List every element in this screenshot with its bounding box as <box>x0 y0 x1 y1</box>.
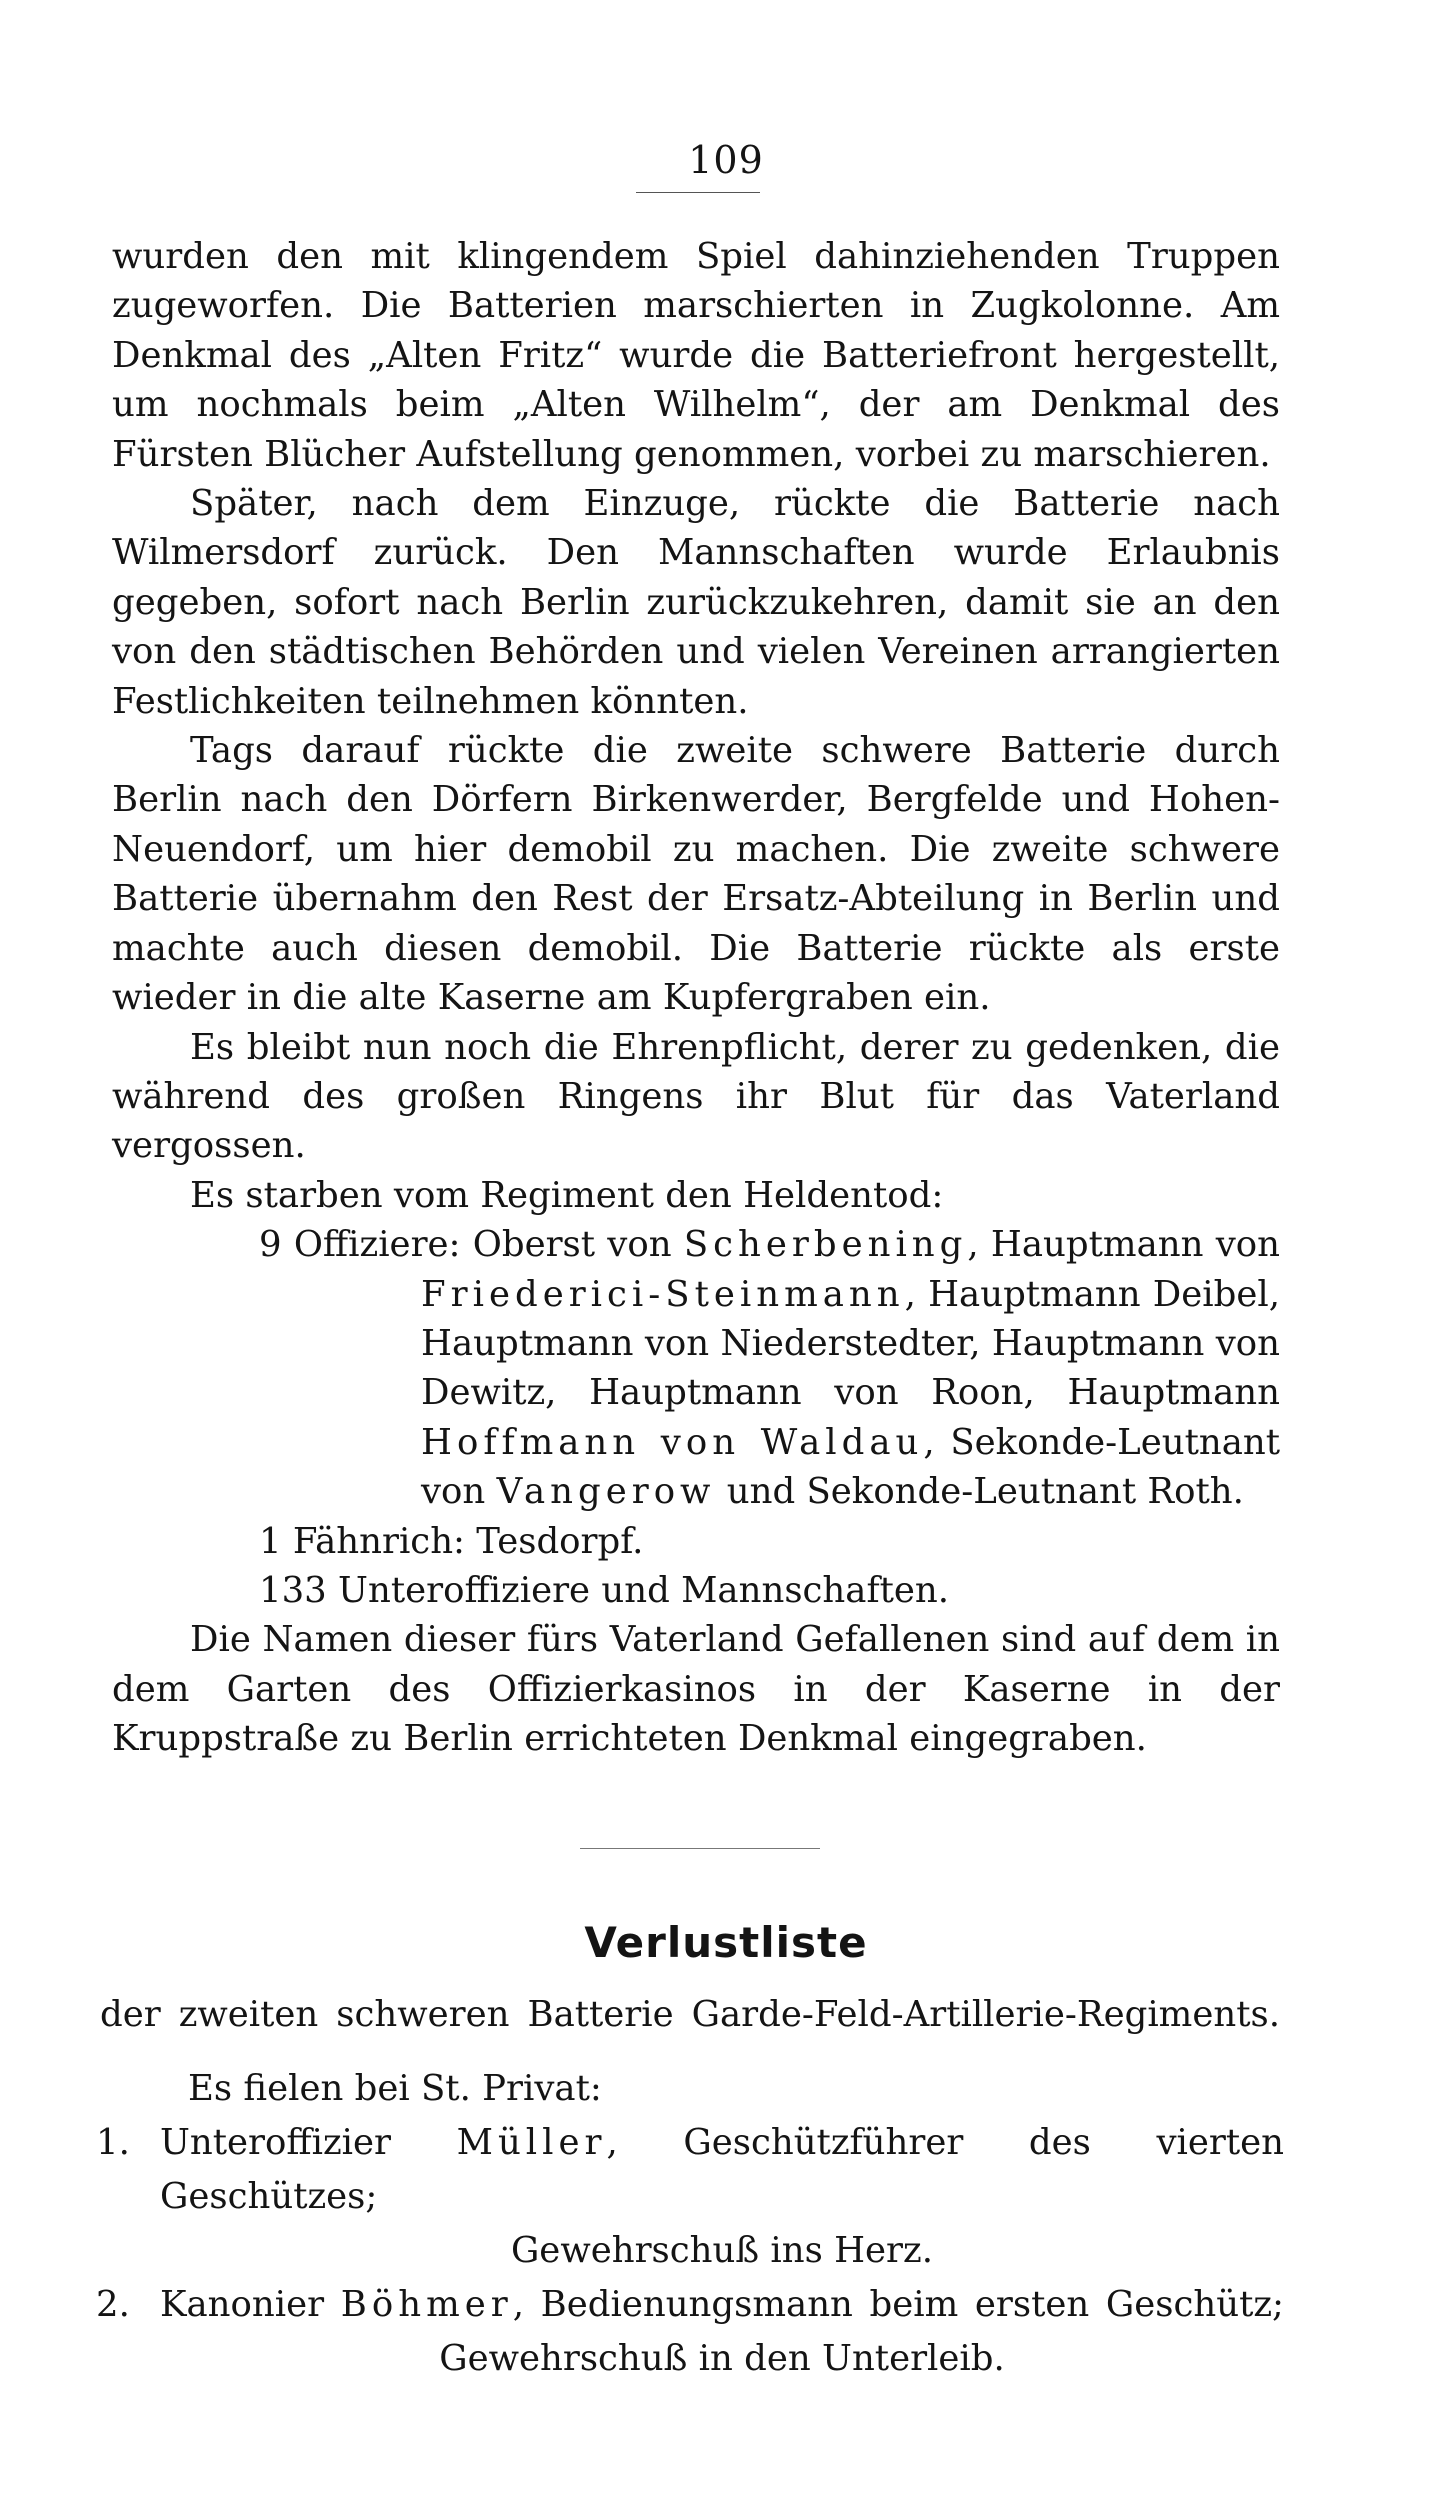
fallen-list <box>112 1220 1280 1615</box>
paragraph-return: Später, nach dem Einzuge, rückte die Batterie nach Wilmersdorf zurück. Den Mannschaften wurde Erlaubnis gegeben, sofort nach Berlin zurückzukehren, damit sie an den von den städtischen Behörden und vielen Vereinen arrangierten Festlichkeiten teilnehmen könnten. <box>112 483 1280 722</box>
paragraph-fallen-intro: Es starben vom Regiment den Heldentod: <box>190 1174 944 1216</box>
paragraph-memorial: Die Namen dieser fürs Vaterland Gefallenen sind auf dem in dem Garten des Offizierkasinos in der Kaserne in der Kruppstraße zu Berlin errichteten Denkmal eingegraben. <box>112 1619 1280 1760</box>
officer-name-scherbening: Scherbening <box>683 1224 968 1266</box>
fallen-ensign: 1 Fähnrich: Tesdorpf. <box>259 1520 644 1562</box>
paragraph-parade: wurden den mit klingendem Spiel dahinziehenden Truppen zugeworfen. Die Batterien marschierten in Zugkolonne. Am Denkmal des „Alten Fritz“ wurde die Batteriefront hergestellt, um nochmals beim „Alten Wilhelm“, der am Denkmal des Fürsten Blücher Aufstellung genommen, vorbei zu marschieren. <box>112 236 1280 475</box>
officers-text-1: , Hauptmann von <box>967 1224 1280 1266</box>
fallen-officers <box>259 1220 1280 1516</box>
officer-name-friederici: Friederici-Steinmann <box>421 1273 905 1315</box>
entry-rank: Kanonier <box>160 2284 325 2325</box>
casualty-list <box>96 2062 1284 2386</box>
officer-name-vangerow: Vangerow <box>496 1471 716 1513</box>
entry-wound: Gewehrschuß in den Unterleib. <box>439 2338 1005 2379</box>
section-subtitle: der zweiten schweren Batterie Garde-Feld-Artillerie-Regiments. <box>100 1994 1280 2035</box>
entry-number: 1. <box>96 2122 130 2163</box>
fallen-nco: 133 Unteroffiziere und Mannschaften. <box>259 1569 950 1611</box>
entry-rank: Unteroffizier <box>160 2122 392 2163</box>
entry-role: , Bedienungsmann beim ersten Geschütz; <box>512 2284 1284 2325</box>
page-number: 109 <box>688 138 764 182</box>
casualty-entry <box>96 2116 1284 2278</box>
entry-name: Müller <box>456 2122 607 2163</box>
entry-number: 2. <box>96 2284 130 2325</box>
paragraph-demobilization: Tags darauf rückte die zweite schwere Batterie durch Berlin nach den Dörfern Birkenwerder, Bergfelde und Hohen-Neuendorf, um hier demobil zu machen. Die zweite schwere Batterie übernahm den Rest der Ersatz-Abteilung in Berlin und machte auch diesen demobil. Die Batterie rückte als erste wieder in die alte Kaserne am Kupfergraben ein. <box>112 730 1280 1019</box>
entry-name: Böhmer <box>340 2284 513 2325</box>
officer-name-hoffmann: Hoffmann von Waldau <box>421 1421 924 1463</box>
section-title: Verlustliste <box>584 1918 868 1967</box>
officers-text-2: , Hauptmann Deibel, Hauptmann von Niederstedter, Hauptmann von Dewitz, Hauptmann von Roon, Hauptmann <box>421 1273 1280 1414</box>
entry-role: , Geschützführer des vierten Geschützes; <box>160 2122 1284 2217</box>
entry-wound: Gewehrschuß ins Herz. <box>510 2230 934 2271</box>
page-number-rule <box>636 192 760 193</box>
officers-text-4: und Sekonde-Leutnant Roth. <box>715 1471 1244 1513</box>
paragraph-remembrance: Es bleibt nun noch die Ehrenpflicht, derer zu gedenken, die während des großen Ringens ihr Blut für das Vaterland vergossen. <box>112 1026 1280 1167</box>
main-text <box>112 232 1280 1764</box>
casualty-intro: Es fielen bei St. Privat: <box>188 2068 602 2109</box>
officers-text-3: , Sekonde-Leutnant von <box>421 1421 1280 1513</box>
casualty-entry <box>96 2278 1284 2386</box>
officers-label: 9 Offiziere: Oberst von <box>259 1224 684 1266</box>
section-divider <box>580 1848 820 1849</box>
